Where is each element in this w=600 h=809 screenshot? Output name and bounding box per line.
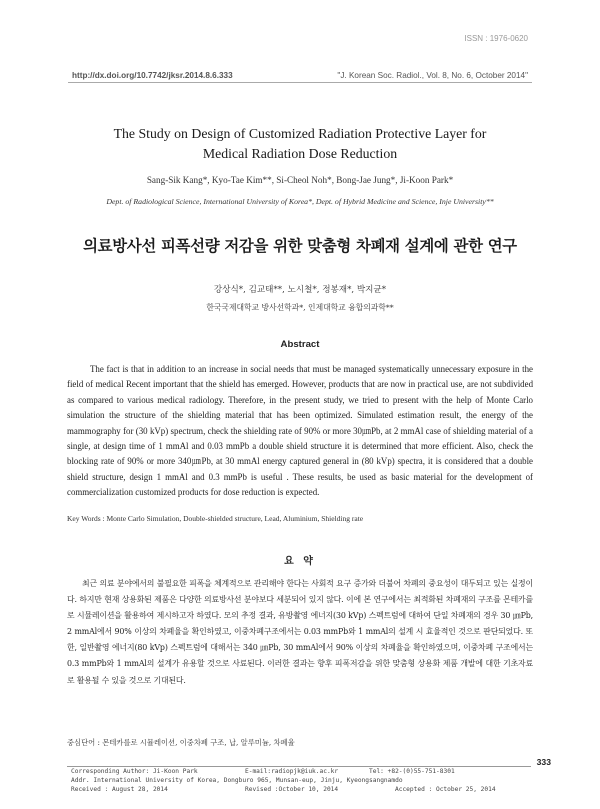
issn-label: ISSN : 1976-0620	[464, 34, 528, 43]
authors-english: Sang-Sik Kang*, Kyo-Tae Kim**, Si-Cheol Noh*, Bong-Jae Jung*, Ji-Koon Park*	[146, 175, 454, 185]
abstract-heading: Abstract	[280, 339, 320, 350]
doi-link[interactable]: http://dx.doi.org/10.7742/jksr.2014.8.6.333	[72, 71, 233, 80]
accepted-date: Accepted : October 25, 2014	[395, 786, 496, 793]
journal-citation: "J. Korean Soc. Radiol., Vol. 8, No. 6, October 2014"	[337, 71, 528, 80]
paper-title-english	[60, 124, 540, 164]
page-number: 333	[536, 757, 551, 767]
received-date: Received : August 28, 2014	[71, 786, 168, 793]
revised-date: Revised :October 10, 2014	[245, 786, 339, 793]
title-line-2: Medical Radiation Dose Reduction	[202, 146, 398, 161]
summary-text: 최근 의료 분야에서의 불필요한 피폭을 체계적으로 관리해야 한다는 사회적 요구 증가와 더불어 차폐의 중요성이 대두되고 있는 실정이다. 하지만 현재 상용화된 제품은 다양한 의료방사선 분야보다 세분되어 있지 않다. 이에 본 연구에서는 최적화된 차폐재의 구조를 몬테카를로 시뮬레이션을 활용하여 제시하고자 하였다. 모의 추정 결과, 유방촬영 에너지(30 kVp) 스펙트럼에 대하여 단일 차폐재의 경우 30 ㎛Pb, 2 mmAl에서 90% 이상의 차폐율을 확인하였고, 이중차폐구조에서는 0.03 mmPb와 1 mmAl의 설계 시 효율적인 것으로 판단되었다. 또한, 일반촬영 에너지(80 kVp) 스펙트럼에 대해서는 340 ㎛Pb, 30 mmAl에서 90% 이상의 차폐율을 확인하였으며, 이중차폐 구조에서는 0.3 mmPb와 1 mmAl의 설계가 유용할 것으로 사료된다. 이러한 결과는 향후 피폭저감을 위한 맞춤형 상용화 제품 개발에 대한 기초자료로 활용될 수 있을 것으로 기대된다.	[67, 579, 533, 685]
footer-row-dates	[67, 785, 531, 794]
affiliation-english: Dept. of Radiological Science, International University of Korea*, Dept. of Hybrid Medicine and Science, Inje University**	[106, 197, 494, 206]
abstract-text: The fact is that in addition to an increase in social needs that must be managed systematically unnecessary exposure in the field of medical Recent important that the shield has emerged. However, products that are now in practical use, are not subdivided as compared to various medical radiology. Therefore, in the present study, we tried to present with the help of Monte Carlo simulation the structure of the shielding material that has been optimized. Simulated estimation result, the energy of the mammography for (30 kVp) spectrum, check the shielding rate of 90% or more 30㎛Pb, at 2 mmAl case of shielding material of a single, at design time of 1 mmAl and 0.03 mmPb a double shield structure it is determined that more efficient. Also, check the blocking rate of 90% or more 340㎛Pb, at 30 mmAl energy captured general in (80 kVp) spectra, it is considered that a double shield structure, design 1 mmAl and 0.3 mmPb is useful . These results, be used as basic material for the development of commercialization customized products for dose reduction is expected.	[67, 364, 533, 498]
footer-row-address	[67, 776, 531, 785]
footer-info	[67, 766, 531, 805]
keywords-korean: 중심단어 : 몬테카를로 시뮬레이션, 이중차폐 구조, 납, 알루미늄, 차폐율	[67, 738, 295, 747]
author-address: Addr. International University of Korea, Dongburo 965, Munsan-eup, Jinju, Kyeongsangnamdo	[71, 777, 403, 784]
authors-korean: 강상식*, 김교태**, 노시철*, 정봉재*, 박지균*	[213, 285, 387, 295]
keywords-english: Key Words : Monte Carlo Simulation, Double-shielded structure, Lead, Aluminium, Shielding rate	[67, 514, 364, 523]
affiliation-korean: 한국국제대학교 방사선학과*, 인제대학교 융합의과학**	[206, 303, 394, 312]
corresponding-author: Corresponding Author: Ji-Koon Park	[71, 768, 198, 775]
title-line-1: The Study on Design of Customized Radiation Protective Layer for	[113, 126, 487, 141]
footer-row-contact	[67, 767, 531, 776]
paper-title-korean: 의료방사선 피폭선량 저감을 위한 맞춤형 차폐재 설계에 관한 연구	[83, 237, 517, 255]
summary-heading: 요 약	[284, 556, 316, 567]
author-tel: Tel: +82-(0)55-751-8301	[369, 768, 455, 775]
author-email[interactable]: E-mail:radiopjk@iuk.ac.kr	[245, 768, 339, 775]
header-divider	[68, 82, 532, 83]
